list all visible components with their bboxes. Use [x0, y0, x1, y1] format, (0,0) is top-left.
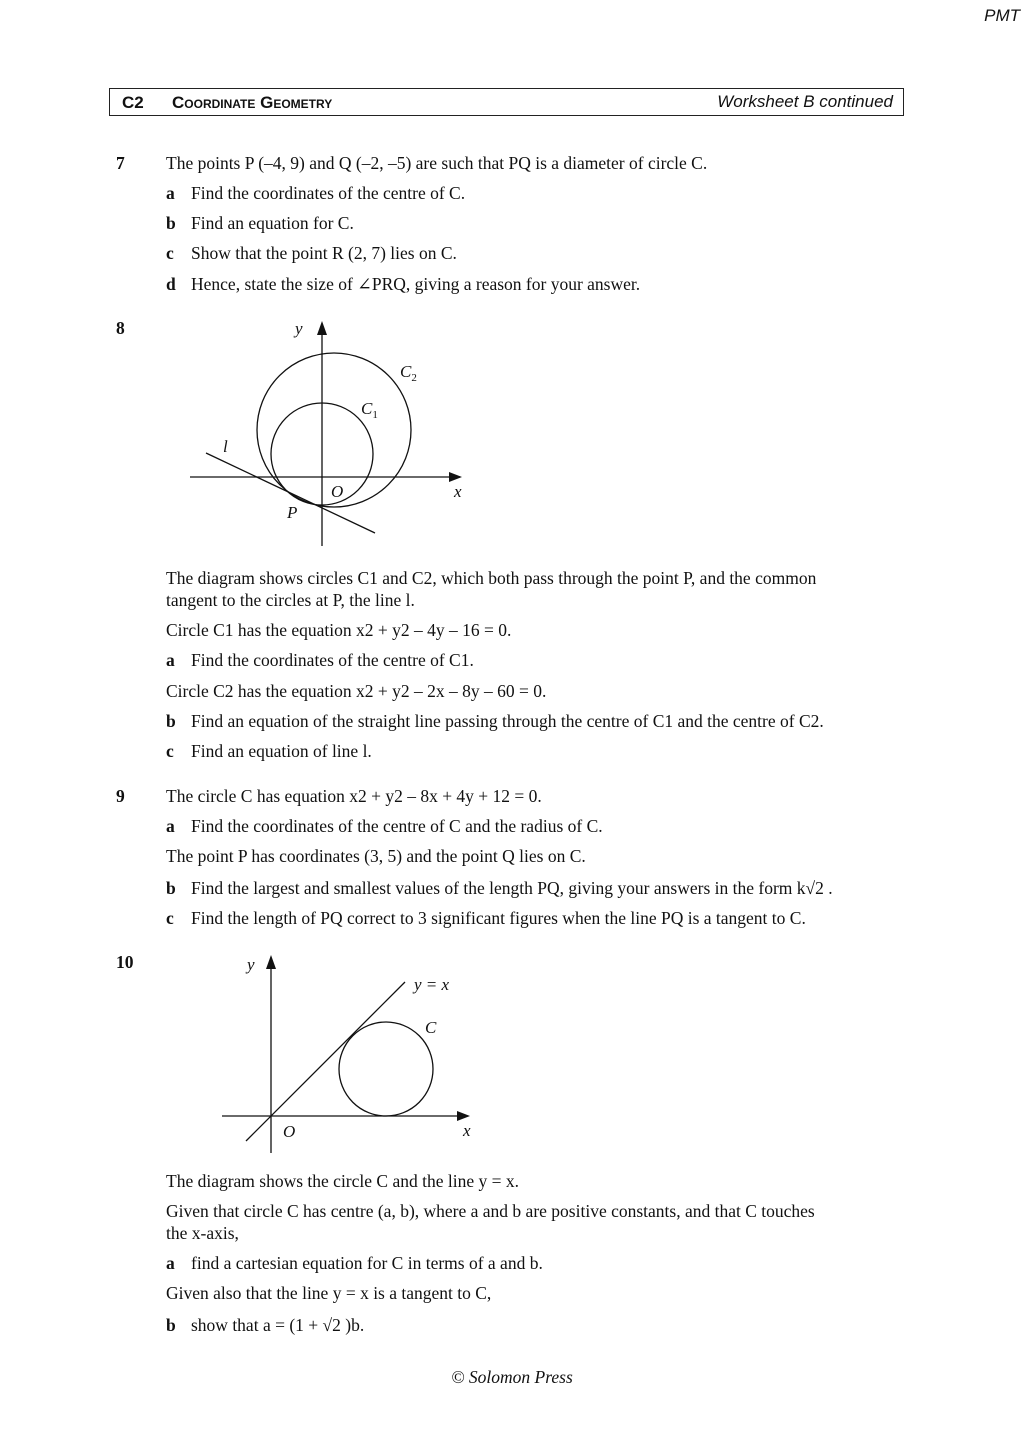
q10-part-b-label: b — [166, 1315, 176, 1335]
q8-part-b-text: Find an equation of the straight line passing through the centre of C1 and the centre of C2. — [191, 711, 824, 731]
q8-label-c1 — [361, 399, 378, 421]
q9-part-a — [166, 816, 603, 837]
q10-desc: The diagram shows the circle C and the line y = x. — [166, 1171, 519, 1191]
footer-copyright: © Solomon Press — [451, 1367, 573, 1387]
q8-label-c2-sub: 2 — [411, 372, 417, 384]
q7-part-d-label: d — [166, 274, 176, 294]
q8-label-o: O — [331, 482, 344, 501]
q10-circle-c — [339, 1022, 433, 1116]
q7-part-b-label: b — [166, 213, 176, 233]
q9-part-c — [166, 908, 806, 929]
q10-line-y-equals-x — [246, 982, 405, 1141]
q7-stem: The points P (–4, 9) and Q (–2, –5) are such that PQ is a diameter of circle C. — [166, 153, 708, 173]
q8-desc-line1: The diagram shows circles C1 and C2, which both pass through the point P, and the common — [166, 568, 817, 588]
q7-part-b-text: Find an equation for C. — [191, 213, 354, 233]
q10-label-line: y = x — [414, 975, 450, 994]
q10-label-c: C — [425, 1018, 437, 1037]
q7-part-a-label: a — [166, 183, 175, 203]
q8-part-a — [166, 650, 474, 671]
q9-part-c-label: c — [166, 908, 174, 928]
q9-part-b-text: Find the largest and smallest values of the length PQ, giving your answers in the form k√2 . — [191, 878, 833, 898]
q10-part-b — [166, 1315, 364, 1336]
q8-part-a-text: Find the coordinates of the centre of C1. — [191, 650, 474, 670]
q9-part-a-label: a — [166, 816, 175, 836]
question-number-10: 10 — [116, 952, 134, 972]
question-number-9: 9 — [116, 786, 125, 806]
q9-part-a-text: Find the coordinates of the centre of C and the radius of C. — [191, 816, 603, 836]
q10-part-a — [166, 1253, 543, 1274]
corner-label: PMT — [984, 6, 1020, 25]
q10-label-x: x — [463, 1121, 471, 1140]
q8-part-b-label: b — [166, 711, 176, 731]
q8-label-c2 — [400, 362, 417, 384]
q9-info: The point P has coordinates (3, 5) and the point Q lies on C. — [166, 846, 586, 866]
q8-c1-equation: Circle C1 has the equation x2 + y2 – 4y – 16 = 0. — [166, 620, 512, 640]
q8-part-a-label: a — [166, 650, 175, 670]
q8-part-b — [166, 711, 824, 732]
q8-label-p: P — [287, 503, 298, 522]
q8-part-c-label: c — [166, 741, 174, 761]
q8-label-c1-text: C — [361, 399, 373, 418]
q8-part-c — [166, 741, 372, 762]
q7-part-d-text: Hence, state the size of ∠PRQ, giving a reason for your answer. — [191, 274, 641, 294]
q10-given-line1: Given that circle C has centre (a, b), where a and b are positive constants, and that C touches — [166, 1201, 815, 1221]
q9-part-b-label: b — [166, 878, 176, 898]
q8-label-c2-text: C — [400, 362, 412, 381]
q10-given-line2: the x-axis, — [166, 1223, 239, 1243]
q8-desc-line2: tangent to the circles at P, the line l. — [166, 590, 415, 610]
q8-label-y: y — [295, 319, 303, 338]
q8-part-c-text: Find an equation of line l. — [191, 741, 372, 761]
q7-part-c-text: Show that the point R (2, 7) lies on C. — [191, 243, 457, 263]
question-number-7: 7 — [116, 153, 125, 173]
q8-y-arrow — [317, 321, 327, 335]
q8-label-x: x — [454, 482, 462, 501]
q10-given-also: Given also that the line y = x is a tangent to C, — [166, 1283, 492, 1303]
header-topic: Coordinate Geometry — [172, 93, 333, 112]
q10-y-arrow — [266, 955, 276, 969]
q10-part-a-text: find a cartesian equation for C in terms of a and b. — [191, 1253, 543, 1273]
q8-label-l: l — [223, 437, 228, 456]
q8-x-arrow — [449, 472, 462, 482]
question-number-8: 8 — [116, 318, 125, 338]
q9-part-c-text: Find the length of PQ correct to 3 significant figures when the line PQ is a tangent to C. — [191, 908, 806, 928]
q9-part-b — [166, 878, 833, 899]
q7-part-a-text: Find the coordinates of the centre of C. — [191, 183, 466, 203]
q8-c2-equation: Circle C2 has the equation x2 + y2 – 2x – 8y – 60 = 0. — [166, 681, 547, 701]
q9-stem: The circle C has equation x2 + y2 – 8x + 4y + 12 = 0. — [166, 786, 542, 806]
q10-part-b-text: show that a = (1 + √2 )b. — [191, 1315, 365, 1335]
q10-x-arrow — [457, 1111, 470, 1121]
header-worksheet: Worksheet B continued — [717, 92, 893, 111]
q10-label-o: O — [283, 1122, 296, 1141]
q10-part-a-label: a — [166, 1253, 175, 1273]
q10-label-y: y — [247, 955, 255, 974]
header-code: C2 — [122, 93, 144, 112]
q8-label-c1-sub: 1 — [372, 409, 378, 421]
q7-part-c-label: c — [166, 243, 174, 263]
